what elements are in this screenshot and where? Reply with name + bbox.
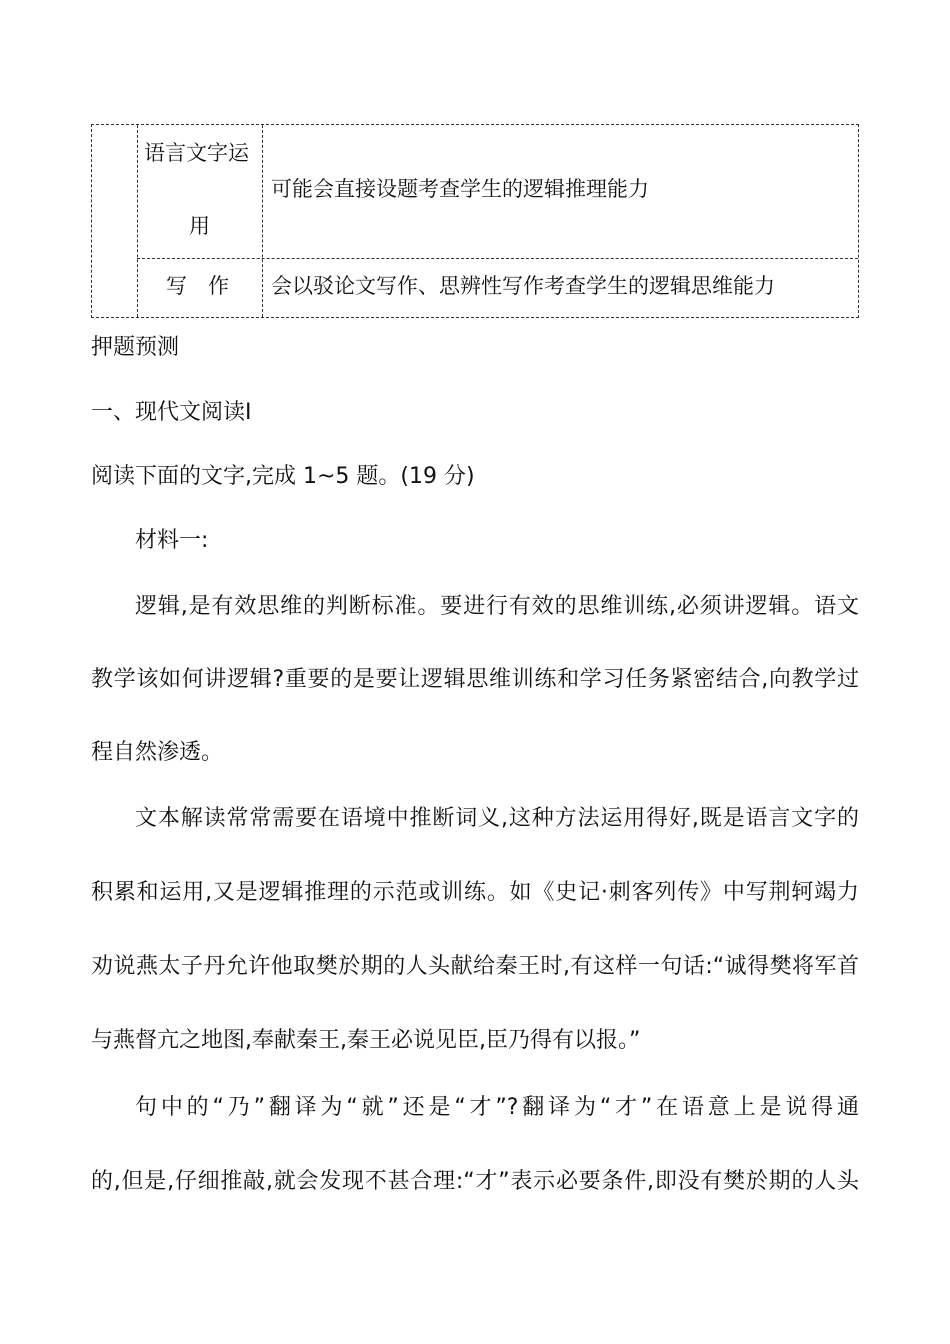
instruction-text: 阅读下面的文字,完成 1~5 题。(19 分) — [91, 464, 475, 489]
material-label: 材料一: — [135, 528, 209, 553]
paragraph-line: 与燕督亢之地图,奉献秦王,秦王必说见臣,臣乃得有以报。” — [91, 1028, 641, 1053]
table-column-divider — [262, 125, 263, 317]
part-title: 一、现代文阅读Ⅰ — [91, 400, 252, 425]
paragraph-line: 的,但是,仔细推敲,就会发现不甚合理:“才”表示必要条件,即没有樊於期的人头 — [91, 1169, 859, 1194]
paragraph-line: 劝说燕太子丹允许他取樊於期的人头献给秦王时,有这样一句话:“诚得樊将军首 — [91, 954, 859, 979]
table-cell-description: 可能会直接设题考查学生的逻辑推理能力 — [271, 177, 649, 201]
table-column-divider — [137, 125, 138, 317]
paragraph-line: 逻辑,是有效思维的判断标准。要进行有效的思维训练,必须讲逻辑。语文 — [135, 594, 859, 619]
table-cell-category: 语言文字运 — [144, 141, 249, 165]
table-cell-category: 写 作 — [166, 274, 229, 298]
section-title: 押题预测 — [91, 335, 180, 360]
paragraph-line: 句中的“乃”翻译为“就”还是“才”?翻译为“才”在语意上是说得通 — [135, 1095, 859, 1120]
paragraph-line: 积累和运用,又是逻辑推理的示范或训练。如《史记·刺客列传》中写荆轲竭力 — [91, 880, 859, 905]
info-table — [91, 124, 859, 318]
table-cell-description: 会以驳论文写作、思辨性写作考查学生的逻辑思维能力 — [271, 274, 775, 298]
table-row-divider — [137, 258, 858, 259]
paragraph-line: 教学该如何讲逻辑?重要的是要让逻辑思维训练和学习任务紧密结合,向教学过 — [91, 667, 859, 692]
paragraph-line: 文本解读常常需要在语境中推断词义,这种方法运用得好,既是语言文字的 — [135, 806, 859, 831]
table-cell-category-cont: 用 — [189, 214, 210, 238]
paragraph-line: 程自然渗透。 — [91, 740, 224, 765]
